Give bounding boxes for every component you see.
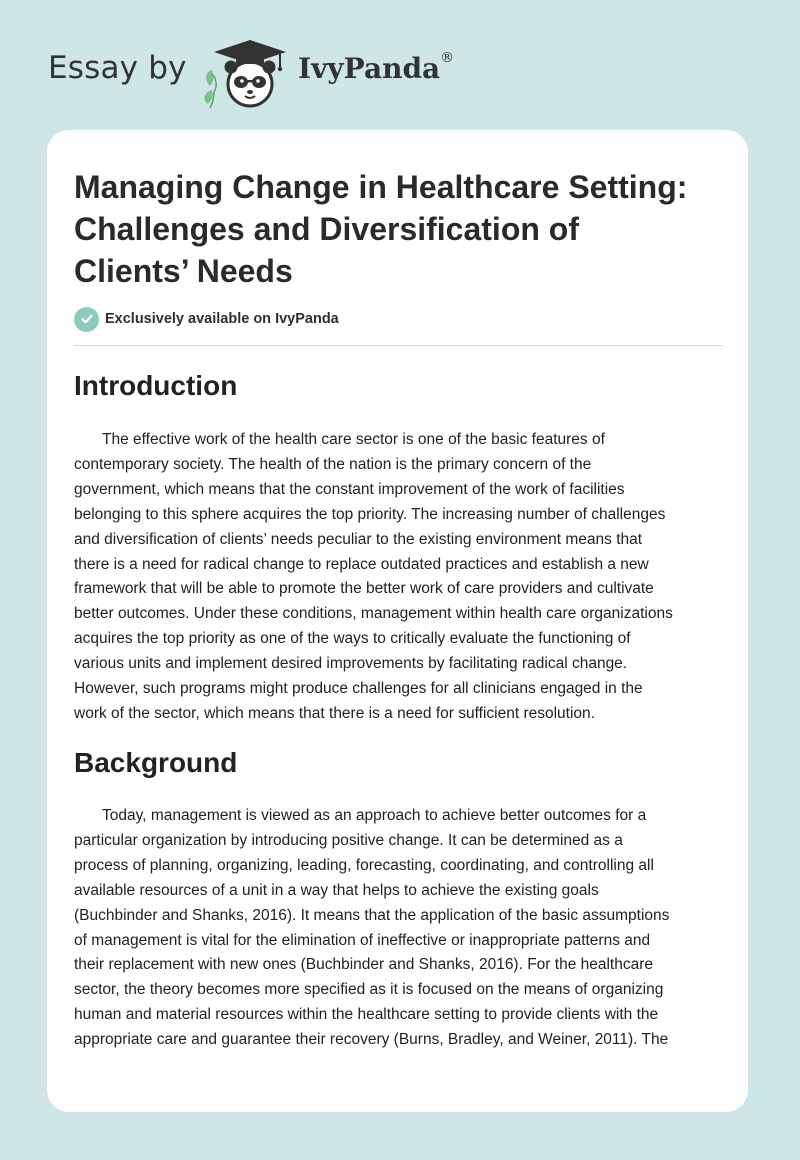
paragraph-line: Today, management is viewed as an approach to achieve better outcomes for a — [102, 807, 647, 824]
paragraph-line: The effective work of the health care sector is one of the basic features of — [102, 431, 605, 448]
paragraph-line: (Buchbinder and Shanks, 2016). It means that the application of the basic assumptions — [74, 906, 670, 924]
exclusive-label: Exclusively available on IvyPanda — [105, 311, 339, 327]
paragraph-line: process of planning, organizing, leading, forecasting, coordinating, and controlling all — [74, 856, 654, 874]
registered-mark: ® — [440, 50, 455, 66]
paragraph-line: framework that will be able to promote the better work of care providers and cultivate — [74, 580, 654, 598]
paragraph-line: contemporary society. The health of the nation is the primary concern of the — [74, 455, 592, 473]
ivypanda-logo[interactable] — [200, 34, 292, 110]
brand-text: IvyPanda — [298, 52, 441, 85]
paragraph-line: various units and implement desired improvements by facilitating radical change. — [74, 655, 628, 673]
divider — [74, 345, 723, 346]
paragraph-line: government, which means that the constant improvement of the work of facilities — [74, 480, 625, 498]
brand-name[interactable] — [298, 52, 454, 85]
paragraph-line: available resources of a unit in a way that helps to achieve the existing goals — [74, 881, 599, 899]
paragraph-line: belonging to this sphere acquires the top priority. The increasing number of challenges — [74, 505, 666, 523]
paragraph-line: human and material resources within the healthcare setting to provide clients with the — [74, 1006, 659, 1024]
paragraph-line: sector, the theory becomes more specified as it is focused on the means of organizing — [74, 981, 664, 999]
paragraph-line: appropriate care and guarantee their recovery (Burns, Bradley, and Weiner, 2011). The — [74, 1031, 669, 1049]
paragraph-line: their replacement with new ones (Buchbinder and Shanks, 2016). For the healthcare — [74, 956, 654, 974]
background-paragraph — [74, 804, 734, 1053]
site-header — [48, 30, 648, 110]
paragraph-line: of management is vital for the elimination of ineffective or inappropriate patterns and — [74, 931, 651, 949]
paragraph-line: work of the sector, which means that there is a need for sufficient resolution. — [74, 704, 595, 722]
section-heading-background: Background — [74, 747, 238, 778]
title-line: Clients’ Needs — [74, 253, 293, 289]
essay-by-label: Essay by — [48, 50, 187, 86]
section-heading-introduction: Introduction — [74, 370, 238, 401]
title-line: Challenges and Diversification of — [74, 211, 579, 247]
panda-graduate-icon — [200, 34, 292, 110]
check-circle-icon — [74, 307, 99, 332]
paragraph-line: acquires the top priority as one of the ways to critically evaluate the functioning of — [74, 630, 631, 648]
title-line: Managing Change in Healthcare Setting: — [74, 169, 688, 205]
paragraph-line: better outcomes. Under these conditions, management within health care organizations — [74, 605, 673, 623]
ivy-leaf-icon — [205, 70, 217, 108]
page-title — [74, 166, 724, 292]
paragraph-line: there is a need for radical change to replace outdated practices and establish a new — [74, 555, 649, 573]
introduction-paragraph — [74, 428, 734, 727]
paragraph-line: However, such programs might produce challenges for all clinicians engaged in the — [74, 680, 643, 698]
exclusive-badge — [74, 306, 339, 332]
paragraph-line: and diversification of clients’ needs peculiar to the existing environment means that — [74, 530, 643, 548]
essay-card — [47, 130, 748, 1112]
paragraph-line: particular organization by introducing positive change. It can be determined as a — [74, 831, 623, 849]
